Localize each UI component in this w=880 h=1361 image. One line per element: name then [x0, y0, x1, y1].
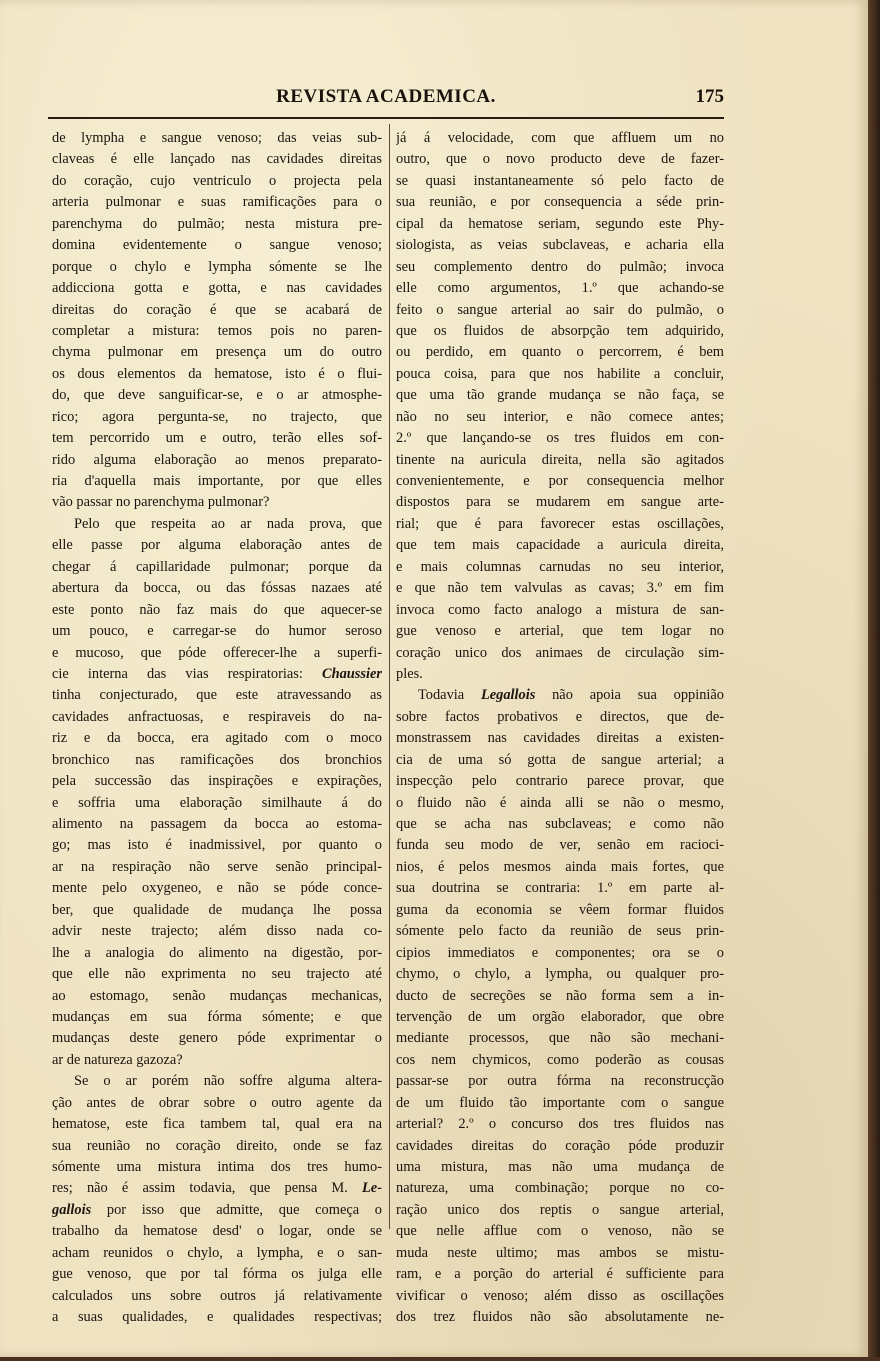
text-line: não no seu interior, e não comece antes; — [396, 408, 724, 425]
text-segment: por isso que admitte, que começa o — [91, 1201, 382, 1218]
page-edge-right — [868, 0, 880, 1361]
text-line: mente pelo oxygeneo, e não se póde conce- — [52, 880, 382, 897]
text-line: Se o ar porém não soffre alguma altera- — [74, 1073, 382, 1090]
text-line: chyma pulmonar em presença um do outro — [52, 344, 382, 361]
text-line: já á velocidade, com que affluem um no — [396, 130, 724, 146]
header-rule — [48, 117, 724, 119]
text-line: cavidades anfractuosas, e respiraveis do na- — [52, 708, 382, 725]
text-line: go; mas isto é inadmissivel, por quanto o — [52, 837, 382, 854]
text-line: ção antes de obrar sobre o outro agente da — [52, 1094, 382, 1111]
text-line: se quasi instantaneamente só pelo facto de — [396, 172, 724, 189]
text-line: pela successão das inspirações e expirações, — [52, 773, 382, 790]
page-header — [48, 86, 724, 112]
text-line: dos trez fluidos não são absolutamente ne- — [396, 1309, 724, 1326]
text-line: tinente na auricula direita, nella são agitados — [396, 451, 724, 468]
text-line: claveas é elle lançado nas cavidades direitas — [52, 151, 382, 168]
text-line: os dous elementos da hematose, isto é o flui- — [52, 365, 382, 382]
text-line: e que não tem valvulas as cavas; 3.º em fim — [396, 580, 724, 597]
text-segment: cie interna das vias respiratorias: — [52, 665, 322, 682]
text-line: muda neste ultimo; mas ambos se mistu- — [396, 1244, 724, 1261]
text-line: que uma tão grande mudança se não faça, se — [396, 387, 724, 404]
text-line — [52, 1200, 382, 1221]
text-line: e mucoso, que póde offerecer-lhe a superfi- — [52, 644, 382, 661]
text-line: que os fluidos de absorpção tem adquirido, — [396, 322, 724, 339]
text-line: chymo, o chylo, a lympha, ou qualquer pro- — [396, 966, 724, 983]
left-text-column — [52, 128, 382, 1329]
text-line: convenientemente, e por consequencia melhor — [396, 473, 724, 489]
text-line: mudanças em sua fórma sómente; e que — [52, 1008, 382, 1025]
text-line: de um fluido tão importante com o sangue — [396, 1094, 724, 1111]
text-line: sómente uma mistura intima dos tres humo- — [52, 1159, 382, 1175]
text-line: advir neste trajecto; além disso nada co- — [52, 923, 382, 940]
text-line: cipal da hematose seriam, segundo este Phy- — [396, 215, 724, 232]
text-line: parenchyma do pulmão; nesta mistura pre- — [52, 215, 382, 232]
text-line: elle como argumentos, 1.º que achando-se — [396, 280, 724, 297]
text-line: que nelle afflue com o venoso, não se — [396, 1223, 724, 1240]
text-line: inspecção pelo contrario parece provar, que — [396, 773, 724, 790]
text-line: cavidades direitas do coração póde produzir — [396, 1137, 724, 1154]
text-line: cipios immediatos e componentes; ora se o — [396, 944, 724, 961]
text-line: guma da economia se vêem formar fluidos — [396, 901, 724, 918]
text-line — [52, 664, 382, 685]
text-line: coração unico dos animaes de circulação sim- — [396, 644, 724, 661]
page-edge-bottom — [0, 1357, 880, 1361]
text-line — [396, 685, 724, 706]
italic-name: Chaussier — [322, 665, 382, 682]
text-line: e mais columnas carnudas no seu interior, — [396, 558, 724, 575]
column-divider — [389, 124, 390, 1229]
text-line: rial; que é para favorecer estas oscillações, — [396, 515, 724, 532]
text-line: 2.º que lançando-se os tres fluidos em con- — [396, 430, 724, 447]
text-line: vivificar o venoso; além disso as oscillações — [396, 1287, 724, 1304]
text-line: uma mistura, mas não uma mudança de — [396, 1159, 724, 1175]
text-line: siologista, as veias subclaveas, e acharia ella — [396, 237, 724, 254]
text-line: arteria pulmonar e suas ramificações para o — [52, 194, 382, 211]
text-line: a suas qualidades, e qualidades respectivas; — [52, 1309, 382, 1326]
text-line: sua doutrina se contraria: 1.º em parte al- — [396, 880, 724, 897]
text-line: passar-se por outra fórma na reconstrucção — [396, 1073, 724, 1090]
text-line: ducto de secreções se não forma sem a in- — [396, 987, 724, 1004]
text-line: tem percorrido um e outro, terão elles sof- — [52, 430, 382, 447]
text-line — [52, 1178, 382, 1199]
text-line: gue venoso, que por tal fórma os julga elle — [52, 1266, 382, 1283]
page-number: 175 — [695, 86, 724, 107]
text-line: nios, é pelos mesmos ainda mais fortes, que — [396, 858, 724, 875]
text-line: hematose, este fica tambem tal, qual era na — [52, 1116, 382, 1133]
text-line: lhe a analogia do alimento na digestão, por- — [52, 944, 382, 961]
italic-name: gallois — [52, 1201, 92, 1218]
text-line: mudanças deste genero póde exprimentar o — [52, 1030, 382, 1047]
text-line: cia de uma só gotta de sangue arterial; a — [396, 751, 724, 768]
text-line: rico; agora pergunta-se, no trajecto, que — [52, 408, 382, 425]
italic-name: Le- — [362, 1180, 382, 1197]
text-line: gue venoso e arterial, que tem logar no — [396, 623, 724, 640]
text-line: que elle não exprimenta no seu trajecto até — [52, 966, 382, 983]
text-line: ar na respiração não serve senão principal- — [52, 858, 382, 875]
text-line: que se acha nas subclaveas; e como não — [396, 816, 724, 832]
text-line: feito o sangue arterial ao sair do pulmão, o — [396, 301, 724, 318]
text-line: vão passar no parenchyma pulmonar? — [52, 494, 270, 511]
text-line: que tem mais capacidade a auricula direita, — [396, 537, 724, 554]
running-title: REVISTA ACADEMICA. — [276, 86, 496, 107]
text-line: seu complemento dentro do pulmão; invoca — [396, 258, 724, 275]
text-line: arterial? 2.º o concurso dos tres fluidos nas — [396, 1116, 724, 1133]
text-line: tervenção de um orgão elaborador, que obre — [396, 1008, 724, 1025]
text-line: sua reunião no coração direito, onde se faz — [52, 1137, 382, 1154]
text-line: calculados uns sobre outros já relativamente — [52, 1287, 382, 1304]
text-line: cos nem chymicos, como poderão as cousas — [396, 1051, 724, 1068]
text-line: de lympha e sangue venoso; das veias sub- — [52, 130, 382, 146]
text-line: ar de natureza gazoza? — [52, 1051, 183, 1068]
text-line: mediante processos, que não são mechani- — [396, 1030, 724, 1047]
text-line: acham reunidos o chylo, a lympha, e o san- — [52, 1244, 382, 1261]
text-line: Pelo que respeita ao ar nada prova, que — [74, 515, 382, 532]
text-line: ram, e a porção do arterial é sufficiente para — [396, 1266, 724, 1283]
text-line: do coração, cujo ventriculo o projecta pela — [52, 172, 382, 189]
text-line: ou perdido, em quanto o percorrem, é bem — [396, 344, 724, 361]
text-line: chegar á capillaridade pulmonar; porque da — [52, 558, 382, 575]
text-line: domina evidentemente o sangue venoso; — [52, 237, 382, 254]
text-line: trabalho da hematose desd' o logar, onde se — [52, 1223, 382, 1240]
text-segment: não apoia sua oppinião — [535, 687, 724, 704]
text-line: o fluido não é ainda alli se não o mesmo, — [396, 794, 724, 811]
text-line: pouca coisa, para que nos habilite a concluir, — [396, 365, 724, 382]
text-line: addicciona gotta e gotta, e nas cavidades — [52, 280, 382, 297]
text-line: tinha conjecturado, que este atravessando as — [52, 687, 382, 704]
text-line: alimento na passagem da bocca ao estoma- — [52, 816, 382, 832]
text-line: um pouco, e carregar-se do humor seroso — [52, 623, 382, 640]
right-text-column — [396, 128, 724, 1329]
text-line: ples. — [396, 665, 423, 682]
text-line: riz e da bocca, era agitado com o moco — [52, 730, 382, 747]
text-line: invoca como facto analogo a mistura de san- — [396, 601, 724, 618]
text-line: ber, que qualidade de mudança lhe possa — [52, 901, 382, 918]
text-line: natureza, uma combinação; porque no co- — [396, 1180, 724, 1197]
text-line: sómente pelo facto da reunião de seus prin- — [396, 923, 724, 940]
text-line: completar a mistura: temos pois no paren- — [52, 322, 382, 339]
text-line: funda seu modo de ver, senão em racioci- — [396, 837, 724, 854]
text-line: este ponto não faz mais do que aquecer-se — [52, 601, 382, 618]
text-line: dispostos para se mudarem em sangue arte- — [396, 494, 724, 511]
text-line: direitas do coração é que se acabará de — [52, 301, 382, 318]
text-line: sua reunião, e por consequencia a séde prin- — [396, 194, 724, 211]
text-line: ao estomago, senão mudanças mechanicas, — [52, 987, 382, 1004]
text-line: abertura da bocca, ou das fóssas nazaes até — [52, 580, 382, 597]
text-line: elle passe por alguma elaboração antes de — [52, 537, 382, 554]
italic-name: Legallois — [480, 687, 536, 704]
text-segment: Todavia — [418, 687, 481, 704]
text-line: e soffria uma elaboração similhaute á do — [52, 794, 382, 811]
text-line: sobre factos probativos e directos, que de- — [396, 708, 724, 725]
text-line: ria d'aquella mais importante, por que elles — [52, 473, 382, 489]
text-line: outro, que o novo producto deve de fazer- — [396, 151, 724, 168]
text-line: bronchico nas ramificações dos bronchios — [52, 751, 382, 768]
text-line: rido alguma elaboração ao menos preparato- — [52, 451, 382, 468]
text-line: porque o chylo e lympha sómente se lhe — [52, 258, 382, 275]
text-line: ração unico dos reptis o sangue arterial, — [396, 1201, 724, 1218]
text-segment: res; não é assim todavia, que pensa M. — [52, 1180, 363, 1197]
text-line: monstrassem nas cavidades direitas a existen- — [396, 730, 724, 747]
text-line: do, que deve sanguificar-se, e o ar atmosphe- — [52, 387, 382, 404]
